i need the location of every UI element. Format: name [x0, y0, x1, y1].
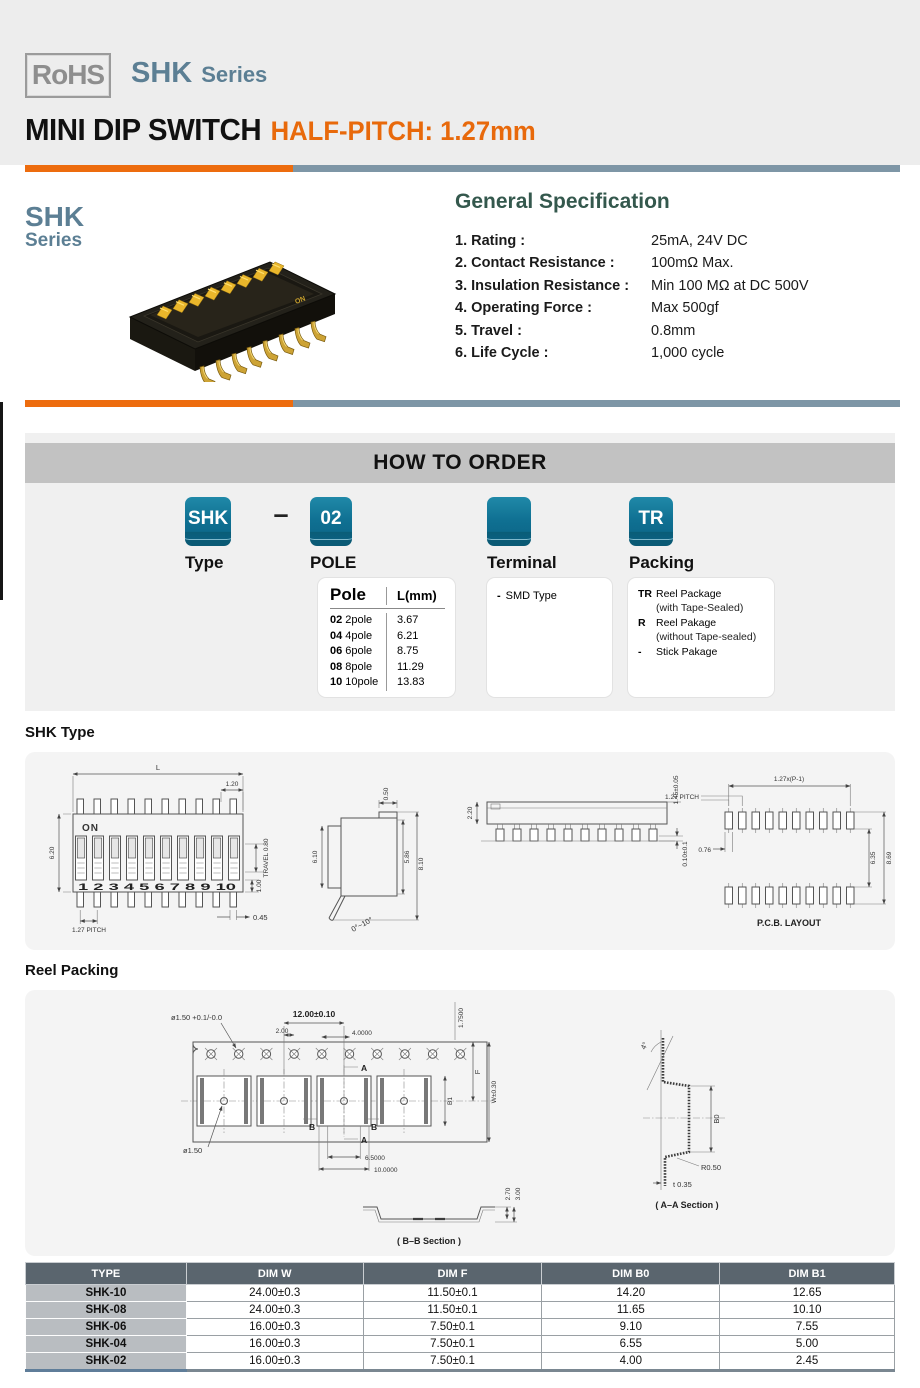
position-numbers: 1 2 3 4 5 6 7 8 9 10 [78, 882, 236, 893]
pole-code: 02 [330, 614, 343, 626]
cell-dim-b0: 6.55 [542, 1336, 720, 1353]
spec-value: 1,000 cycle [651, 345, 725, 362]
pole-option [330, 660, 386, 676]
spec-row-operating-force [455, 297, 905, 319]
dim-b0: B0 [712, 1114, 721, 1124]
pole-row [330, 629, 445, 645]
pole-code: 10 [330, 676, 343, 689]
order-code-pole: 02 [310, 497, 352, 546]
side-view-drawing [312, 787, 425, 933]
packing-note: (without Tape-sealed) [656, 630, 757, 643]
col-header-dim-b0: DIM B0 [542, 1263, 720, 1285]
cell-type: SHK-06 [26, 1319, 187, 1336]
series-name: SHK [131, 57, 193, 89]
divider-middle [25, 400, 900, 407]
table-header-row [26, 1263, 895, 1285]
dim-tape-width: W±0.30 [491, 1080, 498, 1104]
page-edge-mark [0, 402, 3, 600]
on-label: ON [82, 823, 99, 834]
series-word: Series [201, 62, 268, 87]
front-top-pins [77, 799, 237, 814]
packing-code: TR [638, 588, 652, 600]
divider-top [25, 165, 900, 172]
spec-label: 6. Life Cycle : [455, 345, 549, 362]
dim-f: F [473, 1069, 482, 1075]
spec-value: Min 100 MΩ at DC 500V [651, 277, 809, 294]
divider-orange-segment [25, 400, 293, 407]
pole-code: 04 [330, 629, 343, 642]
cell-dim-b1: 2.45 [720, 1353, 895, 1371]
packing-desc [656, 646, 717, 660]
aa-section-caption: ( A–A Section ) [655, 1200, 719, 1210]
dim-hole-dia2: ø1.50 [183, 1146, 203, 1155]
header-series-title [131, 57, 267, 90]
front-view-drawing [49, 763, 270, 934]
top-view-drawing [467, 775, 689, 866]
terminal-type: SMD Type [505, 590, 557, 602]
pole-row [330, 675, 445, 691]
dim-length: L [155, 763, 161, 772]
pole-row [330, 644, 445, 660]
table-row [26, 1319, 895, 1336]
terminal-options-card [487, 578, 612, 697]
dim-1-00: 1.00 [256, 879, 263, 893]
pole-length: 3.67 [386, 613, 418, 629]
cell-dim-f: 7.50±0.1 [363, 1336, 542, 1353]
spec-value: 100mΩ Max. [651, 255, 734, 272]
section-a-bottom: A [361, 1135, 368, 1145]
pole-option [330, 629, 386, 645]
cell-dim-b0: 14.20 [542, 1285, 720, 1302]
spec-label: 1. Rating : [455, 233, 526, 249]
spec-row-contact-resistance [455, 252, 905, 274]
pole-name: 6pole [345, 645, 373, 658]
pcb-dim-pitch: 1.27 PITCH [665, 794, 699, 801]
cell-dim-w: 24.00±0.3 [186, 1302, 363, 1319]
spec-label: 2. Contact Resistance : [455, 255, 615, 272]
cell-dim-f: 11.50±0.1 [363, 1302, 542, 1319]
product-series-name: SHK [25, 201, 85, 232]
cell-type: SHK-10 [26, 1285, 187, 1302]
cell-dim-b0: 9.10 [542, 1319, 720, 1336]
dim-0-45: 0.45 [253, 913, 268, 922]
photo-on-marking: ON [294, 295, 307, 306]
pole-name: 8pole [345, 660, 373, 673]
dim-hole-dia: ø1.50 +0.1/-0.0 [171, 1013, 223, 1022]
section-b-right: B [371, 1122, 378, 1132]
cell-dim-b1: 12.65 [720, 1285, 895, 1302]
cell-dim-b0: 4.00 [542, 1353, 720, 1371]
pole-name: 2pole [345, 614, 373, 626]
pole-code: 08 [330, 660, 343, 673]
pcb-dim-pad-width: 0.76 [698, 847, 711, 854]
reel-packing-drawing-panel [25, 990, 895, 1256]
cell-dim-f: 7.50±0.1 [363, 1319, 542, 1336]
table-row [26, 1302, 895, 1319]
dim-tab: 1.45±0.05 [673, 775, 680, 805]
packing-code: - [638, 646, 642, 658]
packing-code: R [638, 617, 646, 629]
dim-pocket-outer: 10.0000 [374, 1167, 398, 1174]
dim-depth-2-70: 2.70 [505, 1187, 512, 1201]
dim-hole-pitch: 4.0000 [352, 1030, 372, 1037]
packing-desc [656, 617, 756, 644]
table-row [26, 1336, 895, 1353]
cell-dim-f: 11.50±0.1 [363, 1285, 542, 1302]
cell-dim-b0: 11.65 [542, 1302, 720, 1319]
order-code-packing: TR [629, 497, 673, 546]
sprocket-holes [205, 1048, 466, 1060]
order-label-terminal: Terminal [487, 553, 557, 572]
cell-dim-w: 16.00±0.3 [186, 1319, 363, 1336]
pcb-layout-caption: P.C.B. LAYOUT [756, 918, 822, 928]
aa-section-drawing [639, 1030, 725, 1210]
dim-edge: 1.7500 [458, 1008, 465, 1028]
terminal-bullet: - [497, 590, 501, 602]
pole-option [330, 613, 386, 629]
page-title [25, 112, 536, 148]
pole-option [330, 675, 386, 691]
reel-packing-drawings [25, 990, 895, 1256]
dim-pitch: 1.27 PITCH [72, 927, 106, 934]
dim-thickness: t 0.35 [673, 1180, 692, 1189]
dim-1-20: 1.20 [225, 781, 239, 788]
pole-col-header: Pole [330, 585, 366, 604]
dim-radius: R0.50 [701, 1163, 722, 1172]
dim-b1: B1 [447, 1097, 454, 1105]
pcb-dim-outer: 8.69 [886, 851, 893, 865]
tape-drawing [171, 1002, 498, 1174]
cell-type: SHK-08 [26, 1302, 187, 1319]
pole-option [330, 644, 386, 660]
dim-hole-offset: 2.00 [275, 1028, 289, 1035]
dim-pocket-inner: 6.5000 [365, 1155, 385, 1162]
pole-table-header [330, 585, 445, 609]
pole-length: 6.21 [386, 629, 418, 645]
spec-label: 4. Operating Force : [455, 300, 592, 317]
dim-0-50: 0.50 [383, 787, 390, 801]
product-photo-dip-switch [100, 222, 345, 382]
order-code-terminal [487, 497, 531, 546]
pole-name: 10pole [345, 676, 379, 689]
shk-type-drawings [25, 752, 895, 950]
col-header-dim-b1: DIM B1 [720, 1263, 895, 1285]
bb-section-caption: ( B–B Section ) [396, 1236, 462, 1246]
packing-option-stick [638, 646, 768, 660]
pole-row [330, 660, 445, 676]
general-spec-heading: General Specification [455, 190, 670, 213]
cell-type: SHK-04 [26, 1336, 187, 1353]
spec-row-life-cycle [455, 342, 905, 364]
top-view-pins [496, 824, 657, 841]
col-header-dim-w: DIM W [186, 1263, 363, 1285]
dim-standoff: 0.10±0.1 [682, 841, 689, 867]
dim-5-86: 5.86 [404, 850, 411, 864]
how-to-order-section [25, 433, 895, 711]
order-code-separator: – [273, 499, 289, 529]
spec-value: 25mA, 24V DC [651, 233, 748, 249]
spec-row-travel [455, 320, 905, 342]
general-specification [455, 190, 905, 364]
dim-angle-4: 4° [638, 1040, 650, 1051]
spec-row-insulation-resistance [455, 275, 905, 297]
dim-8-10: 8.10 [418, 857, 425, 871]
bb-section-drawing [363, 1187, 522, 1246]
pole-length: 8.75 [386, 644, 418, 660]
dim-travel: TRAVEL 0.80 [263, 838, 270, 878]
page-header [0, 0, 920, 165]
order-code-type: SHK [185, 497, 231, 546]
packing-note: (with Tape-Sealed) [656, 601, 744, 614]
packing-desc [656, 588, 743, 615]
col-header-type: TYPE [26, 1263, 187, 1285]
cell-dim-b1: 10.10 [720, 1302, 895, 1319]
packing-name: Stick Pakage [656, 646, 718, 658]
pole-row [330, 613, 445, 629]
packing-option-tr [638, 588, 768, 615]
pcb-dim-span: 1.27x(P-1) [773, 776, 805, 783]
switch-slots [76, 836, 240, 880]
rohs-badge: RoHS [25, 53, 111, 98]
packing-name: Reel Pakage [656, 617, 717, 629]
subtitle-half-pitch: HALF-PITCH: 1.27mm [270, 116, 536, 146]
pole-name: 4pole [345, 629, 373, 642]
pcb-pads-bottom [725, 883, 854, 908]
dim-2-20: 2.20 [467, 806, 474, 820]
packing-option-r [638, 617, 768, 644]
packing-name: Reel Package [656, 588, 722, 600]
pcb-pads-top [725, 808, 854, 833]
divider-orange-segment [25, 165, 293, 172]
reel-packing-heading: Reel Packing [25, 962, 119, 979]
pcb-layout-drawing [665, 776, 893, 928]
cell-dim-f: 7.50±0.1 [363, 1353, 542, 1371]
section-a-top: A [361, 1063, 368, 1073]
cell-dim-b1: 7.55 [720, 1319, 895, 1336]
packing-options-card [628, 578, 774, 697]
cell-dim-w: 16.00±0.3 [186, 1353, 363, 1371]
cell-dim-w: 16.00±0.3 [186, 1336, 363, 1353]
pole-length: 13.83 [386, 675, 425, 691]
order-label-type: Type [185, 553, 224, 572]
pole-table-rows [330, 609, 445, 691]
product-series-word: Series [25, 230, 83, 251]
pcb-dim-inner: 6.35 [870, 851, 877, 865]
order-label-packing: Packing [629, 553, 695, 572]
cell-type: SHK-02 [26, 1353, 187, 1371]
dim-6-20: 6.20 [49, 846, 56, 860]
dim-depth-3-00: 3.00 [515, 1187, 522, 1201]
pole-options-card [318, 578, 455, 697]
spec-label: 5. Travel : [455, 322, 522, 339]
dimension-table [25, 1262, 895, 1372]
spec-value: Max 500gf [651, 300, 719, 317]
pole-length: 11.29 [386, 660, 424, 676]
spec-value: 0.8mm [651, 322, 696, 339]
table-row [26, 1285, 895, 1302]
table-row [26, 1353, 895, 1371]
dim-6-10: 6.10 [312, 850, 319, 864]
front-bottom-pins [77, 892, 237, 907]
length-col-header: L(mm) [386, 587, 437, 605]
spec-label: 3. Insulation Resistance : [455, 277, 630, 294]
dim-angle: 0°~10° [349, 915, 375, 934]
col-header-dim-f: DIM F [363, 1263, 542, 1285]
dim-tape-pitch: 12.00±0.10 [292, 1009, 336, 1019]
shk-type-drawing-panel [25, 752, 895, 950]
order-label-pole: POLE [310, 553, 357, 572]
cell-dim-w: 24.00±0.3 [186, 1285, 363, 1302]
cell-dim-b1: 5.00 [720, 1336, 895, 1353]
pole-code: 06 [330, 645, 343, 658]
main-title: MINI DIP SWITCH [25, 112, 262, 147]
spec-row-rating [455, 230, 905, 252]
how-to-order-heading: HOW TO ORDER [25, 443, 895, 483]
section-b-left: B [309, 1122, 316, 1132]
spec-list [455, 230, 905, 364]
product-series-label [25, 201, 85, 252]
shk-type-heading: SHK Type [25, 724, 95, 741]
